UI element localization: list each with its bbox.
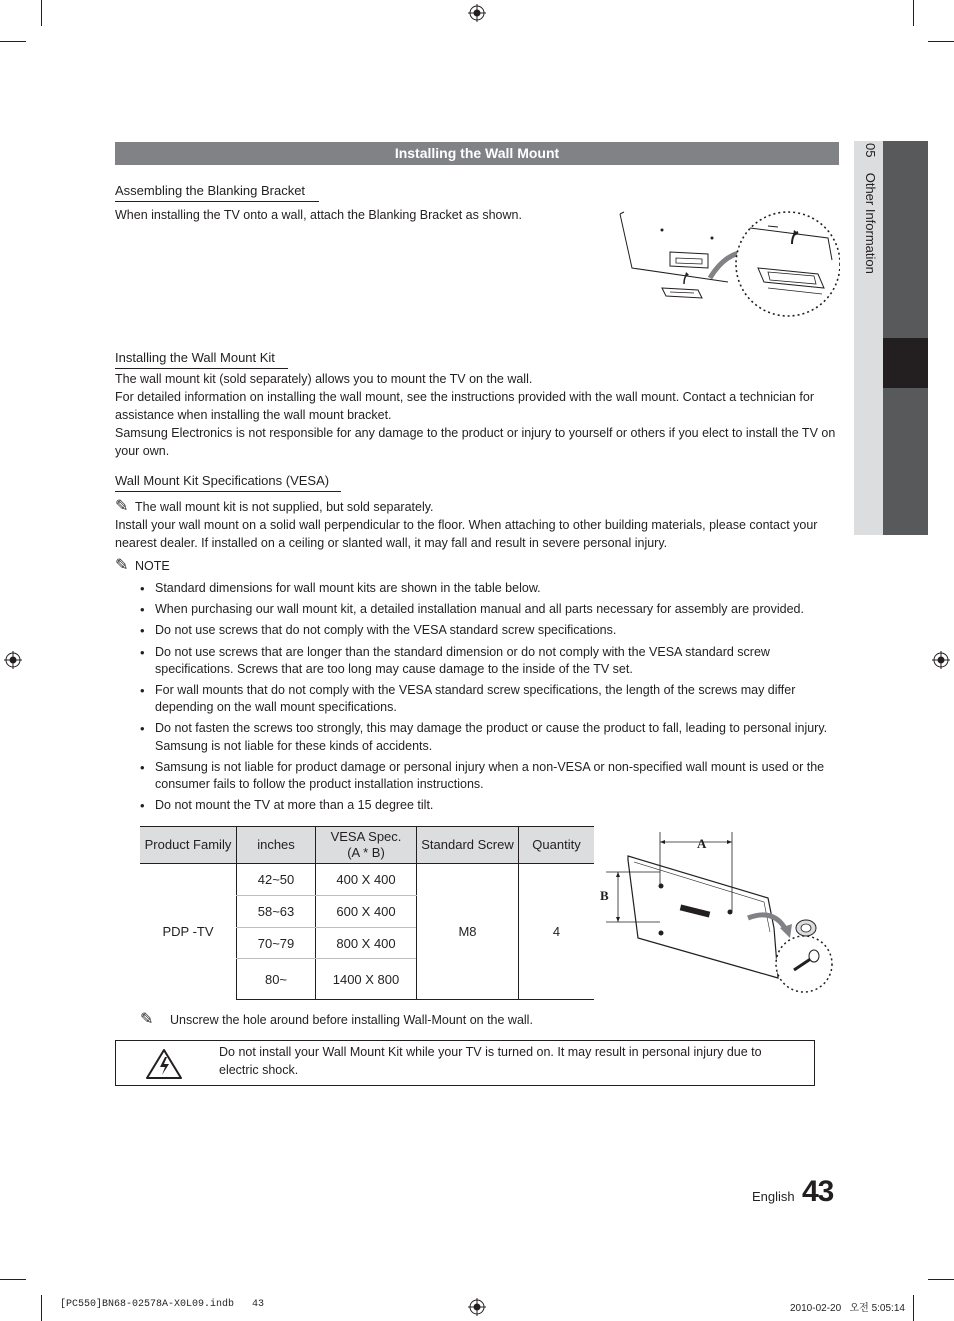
crop-mark	[0, 1279, 26, 1280]
crop-mark	[41, 1295, 42, 1321]
registration-mark-icon	[932, 651, 950, 669]
header-vesa-line-2: (A * B)	[347, 845, 385, 860]
crop-mark	[41, 0, 42, 26]
list-item: • For wall mounts that do not comply with the VESA standard screw specifications, the length of the screws may differ depending on the wall mount specifications.	[139, 682, 841, 716]
vesa-note-1	[115, 498, 839, 517]
unscrew-note-text: Unscrew the hole around before installing Wall-Mount on the wall.	[170, 1013, 533, 1027]
cell-standard-screw: M8	[417, 864, 519, 1000]
side-tab-label	[863, 143, 878, 274]
unscrew-note	[140, 1011, 840, 1030]
cell-inches: 58~63	[237, 896, 316, 928]
header-vesa-line-1: VESA Spec.	[330, 829, 402, 844]
side-tab-marker	[883, 338, 928, 388]
table-row	[140, 864, 594, 896]
header-vesa-spec	[316, 827, 417, 864]
note-bullet-list	[139, 580, 841, 814]
page-language: English	[752, 1189, 795, 1204]
crop-mark	[0, 41, 26, 42]
header-inches: inches	[237, 827, 316, 864]
cell-quantity: 4	[519, 864, 595, 1000]
kit-heading: Installing the Wall Mount Kit	[115, 349, 288, 369]
note-label: NOTE	[135, 559, 170, 573]
chapter-number: 05	[863, 143, 878, 158]
blanking-text: When installing the TV onto a wall, attach the Blanking Bracket as shown.	[115, 208, 522, 222]
cell-vesa: 1400 X 800	[316, 959, 417, 1000]
blanking-heading: Assembling the Blanking Bracket	[115, 182, 319, 202]
electric-shock-warning-icon	[145, 1048, 183, 1080]
list-item: • Samsung is not liable for product damage or personal injury when a non-VESA or non-specified wall mount is used or the consumer fails to follow the product installation instructions.	[139, 759, 841, 793]
vesa-note-text: The wall mount kit is not supplied, but sold separately.	[135, 500, 434, 514]
cell-vesa: 800 X 400	[316, 928, 417, 959]
crop-mark	[928, 1279, 954, 1280]
note-pencil-icon: ✎	[115, 498, 129, 515]
registration-mark-icon	[468, 1298, 486, 1316]
note-heading	[115, 557, 315, 576]
chapter-title: Other Information	[863, 172, 878, 274]
list-item: • Do not use screws that do not comply with the VESA standard screw specifications.	[139, 622, 841, 639]
list-item: • When purchasing our wall mount kit, a detailed installation manual and all parts necessary for assembly are provided.	[139, 601, 841, 618]
list-item: • Do not use screws that are longer than the standard dimension or do not comply with the VESA standard screw specifications. Screws that are too long may cause damage to the inside of the TV set.	[139, 644, 841, 678]
kit-paragraph-2: For detailed information on installing the wall mount, see the instructions provided with the wall mount. Contact a technician for assistance when installing the wall mount bracket.	[115, 390, 814, 422]
registration-mark-icon	[468, 4, 486, 22]
registration-mark-icon	[4, 651, 22, 669]
vesa-heading: Wall Mount Kit Specifications (VESA)	[115, 472, 341, 492]
cell-inches: 42~50	[237, 864, 316, 896]
vesa-install-text: Install your wall mount on a solid wall perpendicular to the floor. When attaching to other building materials, please contact your nearest dealer. If installed on a ceiling or slanted wall, it may fall and result in severe personal injury.	[115, 518, 818, 550]
header-quantity: Quantity	[519, 827, 595, 864]
header-standard-screw: Standard Screw	[417, 827, 519, 864]
vesa-spec-table	[140, 826, 594, 1000]
page-number: 43	[802, 1175, 834, 1208]
cell-vesa: 400 X 400	[316, 864, 417, 896]
note-pencil-icon: ✎	[140, 1011, 154, 1028]
list-item: • Do not fasten the screws too strongly, this may damage the product or cause the product to fall, leading to personal injury. Samsung is not liable for these kinds of accidents.	[139, 720, 841, 754]
print-timestamp: 2010-02-20 오전 5:05:14	[790, 1303, 905, 1314]
crop-mark	[913, 1295, 914, 1321]
table-header-row	[140, 827, 594, 864]
cell-inches: 80~	[237, 959, 316, 1000]
warning-box	[115, 1040, 815, 1086]
header-product-family: Product Family	[140, 827, 237, 864]
list-item: • Standard dimensions for wall mount kits are shown in the table below.	[139, 580, 841, 597]
cell-vesa: 600 X 400	[316, 896, 417, 928]
crop-mark	[928, 41, 954, 42]
wall-mount-hole-diagram	[598, 828, 838, 998]
kit-paragraph-1: The wall mount kit (sold separately) allows you to mount the TV on the wall.	[115, 372, 533, 386]
cell-inches: 70~79	[237, 928, 316, 959]
kit-paragraph-3: Samsung Electronics is not responsible for any damage to the product or injury to yourself or others if you elect to install the TV on your own.	[115, 426, 836, 458]
warning-text: Do not install your Wall Mount Kit while your TV is turned on. It may result in personal injury due to electric shock.	[219, 1045, 762, 1077]
section-title: Installing the Wall Mount	[115, 142, 839, 165]
list-item: • Do not mount the TV at more than a 15 degree tilt.	[139, 797, 841, 814]
print-file-name: [PC550]BN68-02578A-X0L09.indb 43	[60, 1299, 265, 1310]
dimension-label-a: A	[697, 836, 707, 851]
dimension-label-b: B	[600, 888, 609, 903]
crop-mark	[913, 0, 914, 26]
cell-product-family: PDP -TV	[162, 924, 214, 940]
blanking-bracket-illustration	[618, 208, 840, 320]
note-pencil-icon: ✎	[115, 557, 129, 574]
